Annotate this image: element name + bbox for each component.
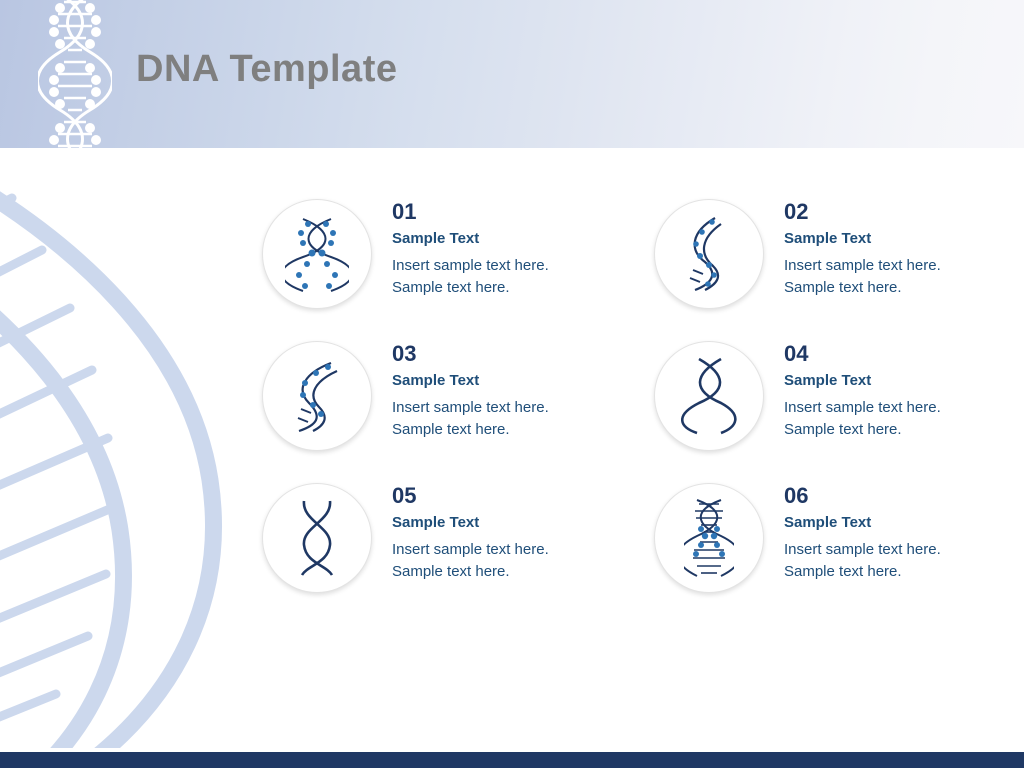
dna-helix-curve-icon [262,341,372,451]
list-item[interactable] [262,332,622,482]
page-title: DNA Template [136,48,398,90]
item-line-1: Insert sample text here. [784,257,941,275]
dna-helix-dotted-icon [262,199,372,309]
item-line-1: Insert sample text here. [784,541,941,559]
slide-header [0,0,1024,148]
list-item[interactable] [654,190,1014,340]
list-item[interactable] [654,474,1014,624]
item-line-2: Sample text here. [392,562,510,580]
item-line-1: Insert sample text here. [784,399,941,417]
item-text [784,190,941,299]
item-title: Sample Text [784,230,872,248]
item-number: 02 [784,199,809,224]
item-text [784,332,941,441]
item-text [392,474,549,583]
dna-helix-slim-icon [654,199,764,309]
item-line-1: Insert sample text here. [392,541,549,559]
item-number: 04 [784,341,809,366]
dna-ladder-icon [654,483,764,593]
item-text [392,332,549,441]
list-item[interactable] [262,474,622,624]
item-title: Sample Text [784,372,872,390]
dna-double-strand-icon [654,341,764,451]
items-grid [262,190,982,640]
item-line-2: Sample text here. [392,420,510,438]
list-item[interactable] [654,332,1014,482]
item-line-2: Sample text here. [784,278,902,296]
item-number: 05 [392,483,417,508]
list-item[interactable] [262,190,622,340]
item-number: 03 [392,341,417,366]
item-line-2: Sample text here. [392,278,510,296]
item-text [392,190,549,299]
item-line-2: Sample text here. [784,420,902,438]
dna-twist-icon [262,483,372,593]
item-line-2: Sample text here. [784,562,902,580]
item-text [784,474,941,583]
item-line-1: Insert sample text here. [392,257,549,275]
item-title: Sample Text [392,372,480,390]
item-title: Sample Text [392,514,480,532]
footer-bar [0,752,1024,768]
item-line-1: Insert sample text here. [392,399,549,417]
item-number: 06 [784,483,809,508]
dna-helix-icon [38,0,112,148]
item-number: 01 [392,199,417,224]
item-title: Sample Text [784,514,872,532]
item-title: Sample Text [392,230,480,248]
